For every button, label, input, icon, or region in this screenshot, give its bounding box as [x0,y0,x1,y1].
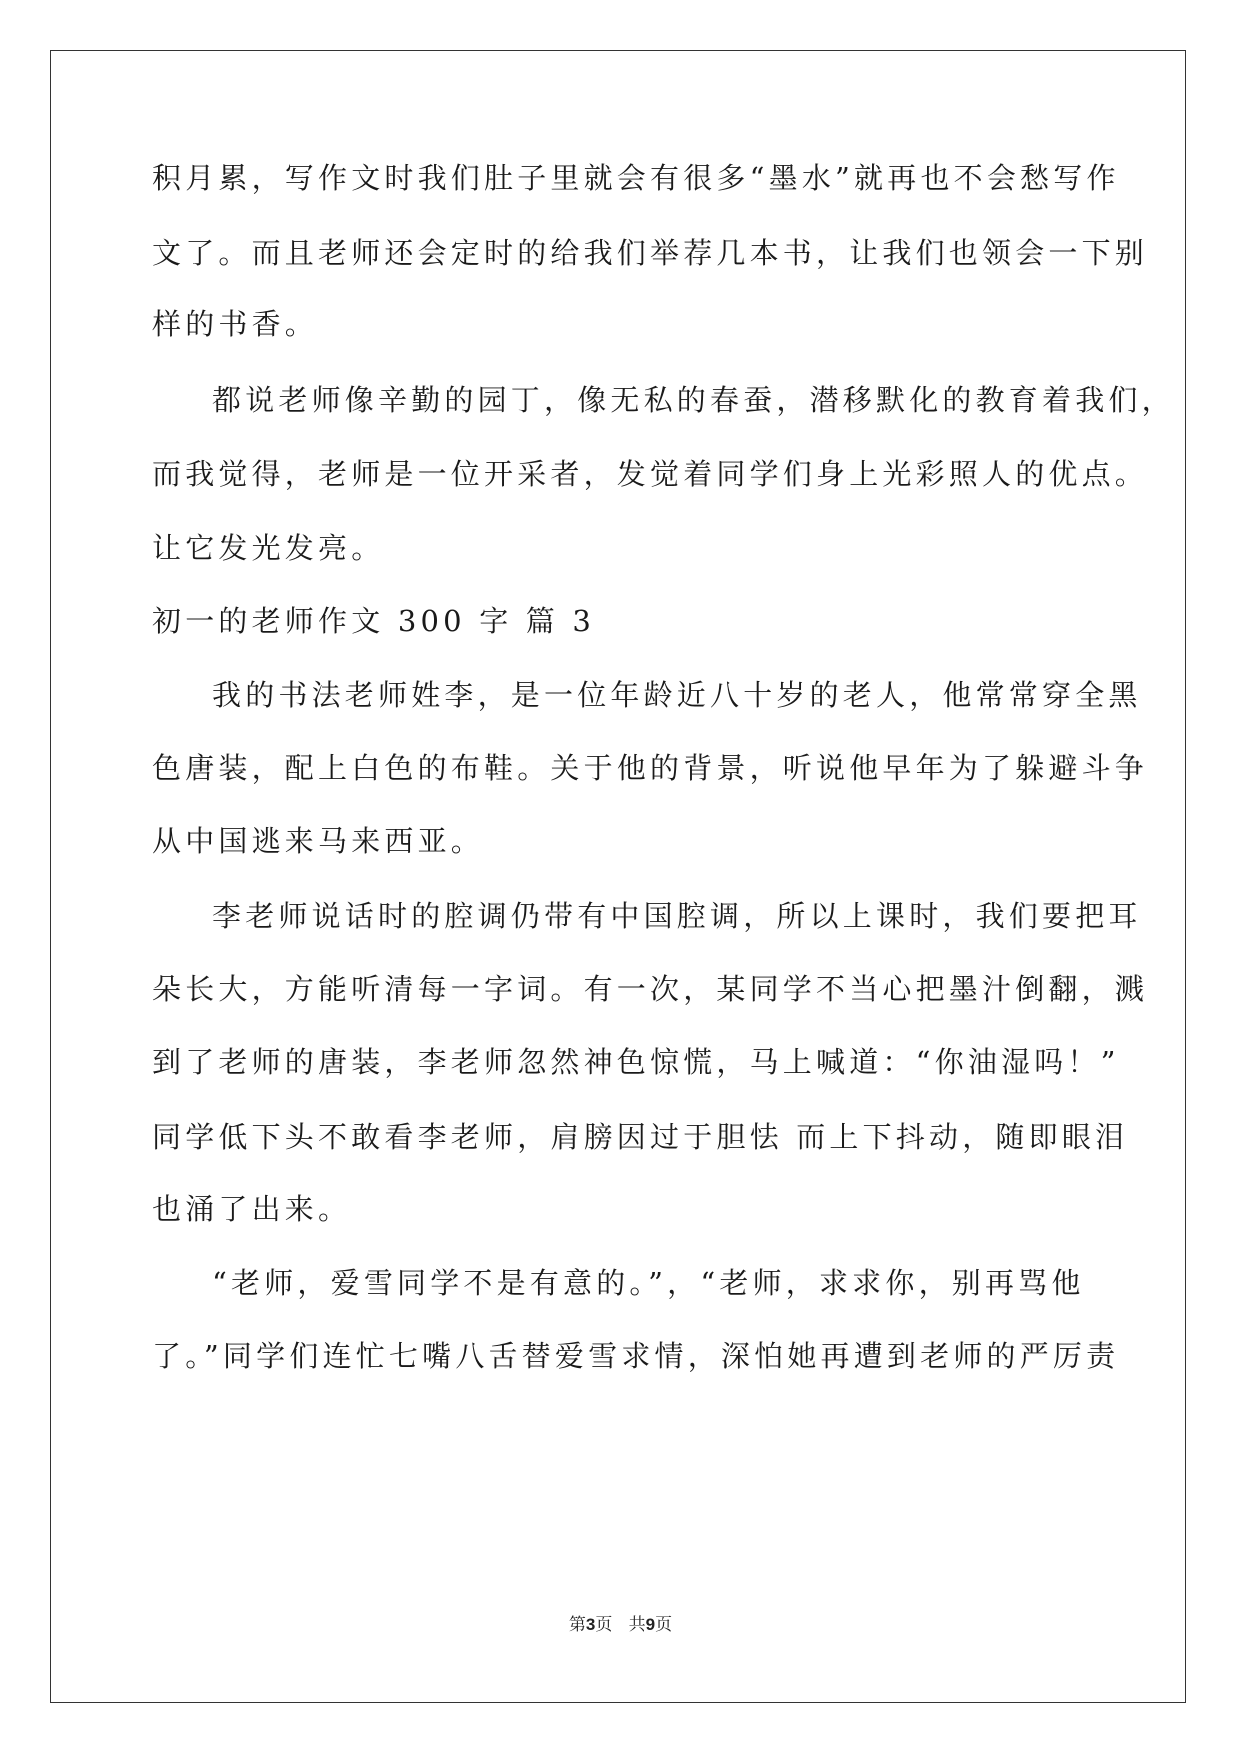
text-line: 朵长大，方能听清每一字词。有一次，某同学不当心把墨汁倒翻，溅 [152,972,1149,1006]
text-line: 让它发光发亮。 [152,531,385,565]
text-line: 我的书法老师姓李，是一位年龄近八十岁的老人，他常常穿全黑 [212,678,1142,712]
total-pages-number: 9 [645,1615,656,1634]
page-footer [0,1610,1241,1635]
text-line: “老师，爱雪同学不是有意的。”，“老师，求求你，别再骂他 [212,1266,1085,1300]
section-heading: 初一的老师作文 300 字 篇 3 [152,604,596,638]
footer-mid: 页 共 [595,1615,646,1635]
text-line: 从中国逃来马来西亚。 [152,824,485,858]
text-line: 样的书香。 [152,307,319,341]
text-line: 同学低下头不敢看李老师，肩膀因过于胆怯 而上下抖动，随即眼泪 [152,1120,1129,1154]
text-line: 也涌了出来。 [152,1192,352,1226]
footer-suffix: 页 [655,1615,673,1635]
text-line: 李老师说话时的腔调仍带有中国腔调，所以上课时，我们要把耳 [212,899,1142,933]
text-line: 到了老师的唐装，李老师忽然神色惊慌，马上喊道：“你油湿吗！” [152,1045,1120,1079]
footer-prefix: 第 [568,1615,586,1635]
page-border [50,50,1186,1703]
text-line: 了。”同学们连忙七嘴八舌替爱雪求情，深怕她再遭到老师的严厉责 [152,1339,1120,1373]
text-line: 色唐装，配上白色的布鞋。关于他的背景，听说他早年为了躲避斗争 [152,751,1149,785]
text-line: 文了。而且老师还会定时的给我们举荐几本书，让我们也领会一下别 [152,236,1149,270]
text-line: 积月累，写作文时我们肚子里就会有很多“墨水”就再也不会愁写作 [152,161,1120,195]
text-line: 都说老师像辛勤的园丁，像无私的春蚕，潜移默化的教育着我们， [212,383,1175,417]
text-line: 而我觉得，老师是一位开采者，发觉着同学们身上光彩照人的优点。 [152,457,1149,491]
current-page-number: 3 [585,1615,596,1634]
